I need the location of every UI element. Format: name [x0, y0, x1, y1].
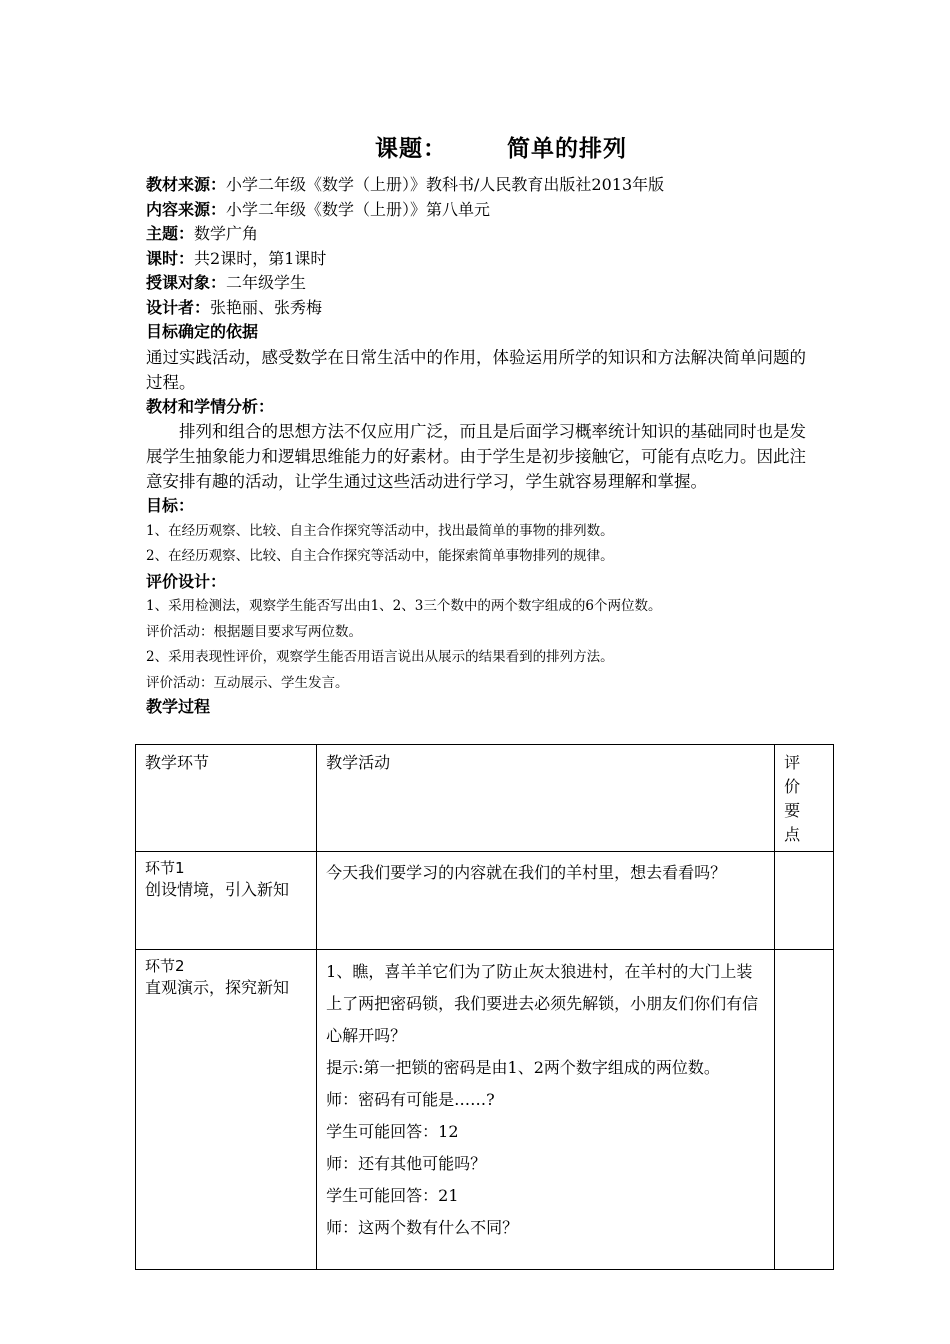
evaluation-item: 评价活动：根据题目要求写两位数。: [146, 623, 362, 640]
info-line: 设计者：张艳丽、张秀梅: [146, 297, 323, 317]
info-line: 授课对象：二年级学生: [146, 273, 307, 292]
basis-heading: 目标确定的依据: [146, 322, 259, 341]
info-line: 内容来源：小学二年级《数学（上册）》第八单元: [146, 199, 491, 219]
header-cell-activity: 教学活动: [317, 745, 775, 852]
info-block: [146, 173, 836, 320]
activity-text: 今天我们要学习的内容就在我们的羊村里，想去看看吗？: [326, 863, 727, 882]
basis-text: 通过实践活动，感受数学在日常生活中的作用，体验运用所学的知识和方法解决简单问题的过程。: [146, 347, 806, 392]
stage-label: 环节2: [145, 957, 185, 975]
stage-cell: [136, 852, 317, 950]
activity-line: 提示:第一把锁的密码是由1、2两个数字组成的两位数。: [326, 1058, 720, 1077]
goals-heading: 目标：: [146, 496, 195, 515]
evaluation-item: 评价活动：互动展示、学生发言。: [146, 674, 349, 691]
goal-item: 1、在经历观察、比较、自主合作探究等活动中，找出最简单的事物的排列数。: [146, 522, 614, 539]
info-line: 主题：数学广角: [146, 224, 259, 243]
activity-line: 学生可能回答：21: [326, 1186, 459, 1205]
activity-line: 1、瞧，喜羊羊它们为了防止灰太狼进村，在羊村的大门上装上了两把密码锁，我们要进去必须先解锁，小朋友们你们有信心解开吗？: [326, 962, 759, 1045]
activity-line: 师：还有其他可能吗？: [326, 1154, 487, 1173]
title-label: 课题：: [375, 136, 447, 162]
activity-line: 师：这两个数有什么不同？: [326, 1218, 519, 1237]
stage-name: 直观演示，探究新知: [145, 978, 290, 997]
process-heading: 教学过程: [146, 697, 211, 716]
info-line: 课时：共2课时，第1课时: [146, 248, 327, 268]
stage-name: 创设情境，引入新知: [145, 880, 290, 899]
stage-cell: [136, 950, 317, 1270]
analysis-heading: 教材和学情分析：: [146, 396, 275, 416]
page-title: [146, 130, 836, 163]
header-cell-points: 评价要点: [775, 745, 834, 852]
activity-cell: [317, 852, 775, 950]
evaluation-item: 1、采用检测法，观察学生能否写出由1、2、3三个数中的两个数字组成的6个两位数。: [146, 598, 662, 614]
goal-item: 2、在经历观察、比较、自主合作探究等活动中，能探索简单事物排列的规律。: [146, 548, 614, 564]
table-row: [136, 950, 834, 1270]
stage-label: 环节1: [145, 859, 185, 877]
table-header-row: [136, 745, 834, 852]
header-cell-stage: 教学环节: [136, 745, 317, 852]
table-row: [136, 852, 834, 950]
points-cell: [775, 852, 834, 950]
evaluation-item: 2、采用表现性评价，观察学生能否用语言说出从展示的结果看到的排列方法。: [146, 649, 614, 665]
process-table: [135, 744, 834, 1270]
analysis-text: 排列和组合的思想方法不仅应用广泛，而且是后面学习概率统计知识的基础同时也是发展学生抽象能力和逻辑思维能力的好素材。由于学生是初步接触它，可能有点吃力。因此注意安排有趣的活动，让学生通过这些活动进行学习，学生就容易理解和掌握。: [146, 422, 806, 491]
activity-line: 学生可能回答：12: [326, 1122, 459, 1141]
evaluation-heading: 评价设计：: [146, 571, 227, 591]
activity-line: 师：密码有可能是……?: [326, 1090, 495, 1109]
activity-cell: [317, 950, 775, 1270]
points-cell: [775, 950, 834, 1270]
document-page: [146, 130, 836, 718]
info-line: 教材来源：小学二年级《数学（上册）》教科书/人民教育出版社2013年版: [146, 175, 665, 194]
title-name: 简单的排列: [507, 136, 627, 162]
